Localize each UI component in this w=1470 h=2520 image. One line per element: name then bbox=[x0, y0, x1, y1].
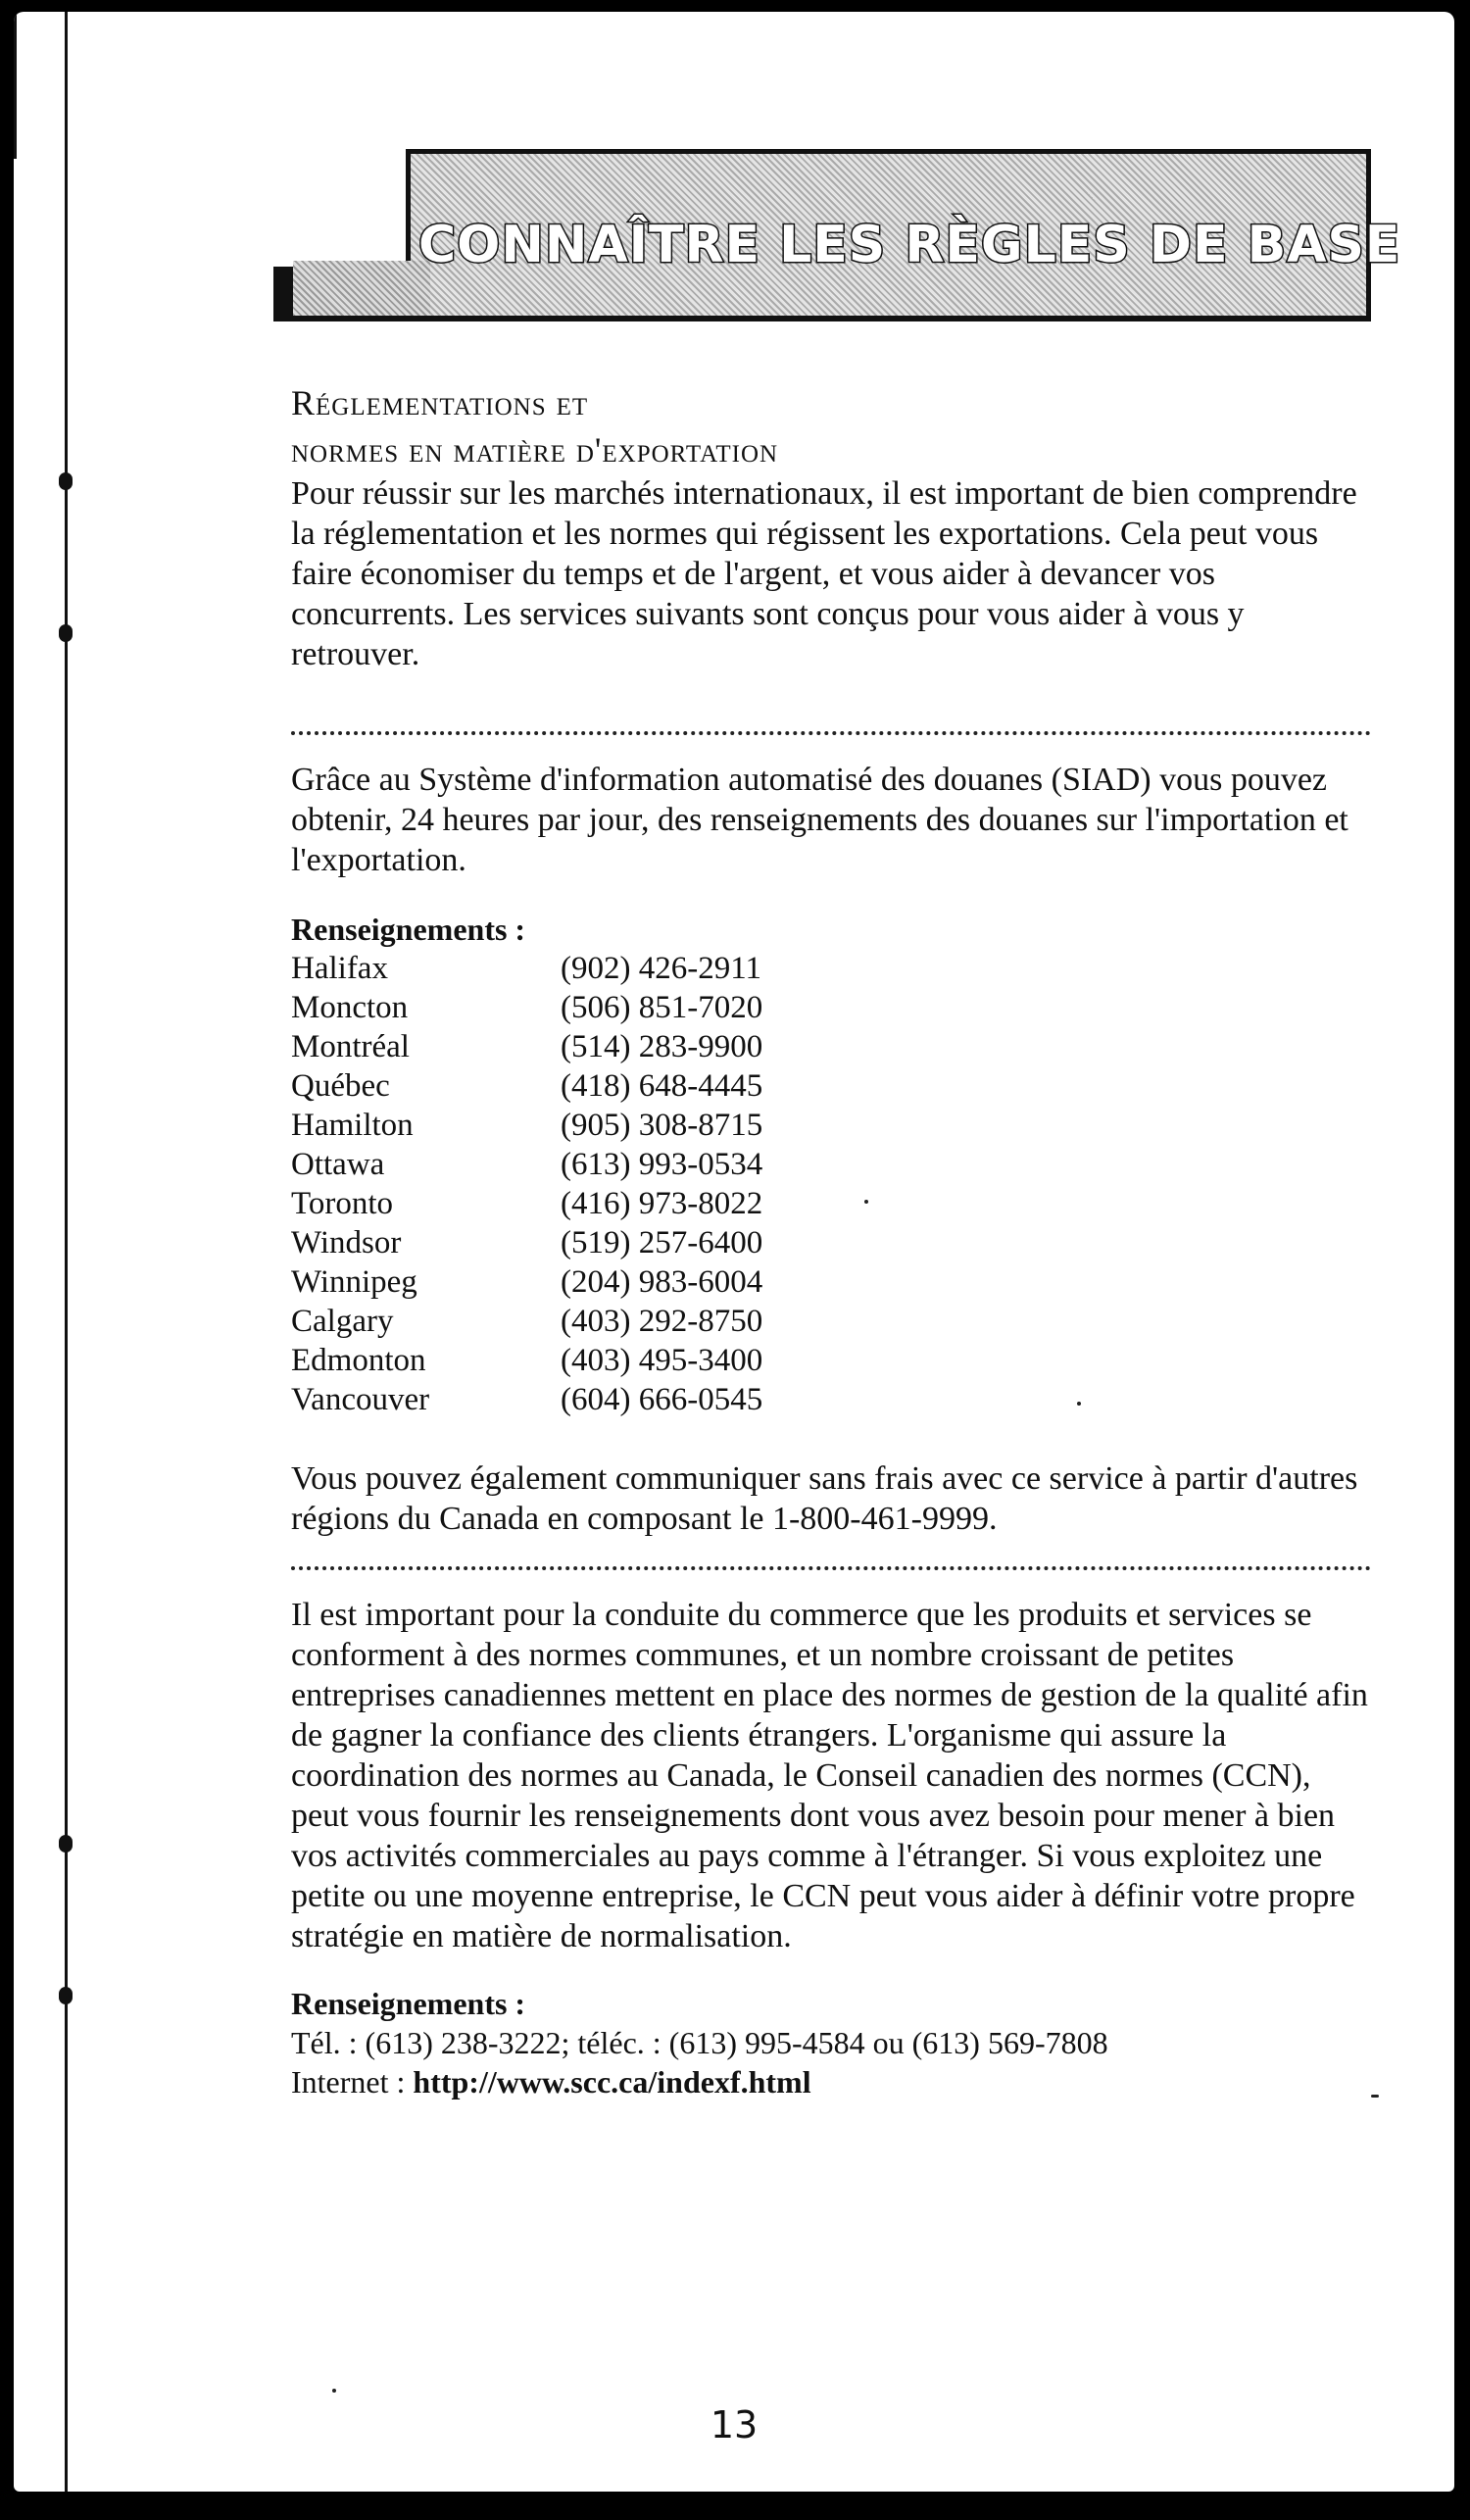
document-page bbox=[14, 12, 1454, 2492]
contact-phone: (905) 308-8715 bbox=[561, 1108, 763, 1143]
scan-speck bbox=[332, 2389, 336, 2393]
contact-city: Edmonton bbox=[291, 1343, 426, 1378]
contact-phone: (403) 292-8750 bbox=[561, 1304, 763, 1339]
contact-row bbox=[291, 1341, 762, 1380]
scan-speck bbox=[864, 1200, 868, 1204]
contact-city: Montréal bbox=[291, 1029, 410, 1064]
banner-title: CONNAÎTRE LES RÈGLES DE BASE bbox=[418, 216, 1401, 274]
heading-line-2: normes en matière d'exportation bbox=[291, 430, 779, 469]
contact-phone: (418) 648-4445 bbox=[561, 1068, 763, 1104]
heading-line-1: Réglementations et bbox=[291, 383, 589, 422]
internet-label: Internet : bbox=[291, 2064, 414, 2100]
contact-city: Ottawa bbox=[291, 1147, 385, 1182]
binding-mark bbox=[59, 1835, 73, 1853]
contact-phone: (519) 257-6400 bbox=[561, 1225, 763, 1260]
contact-row bbox=[291, 1066, 762, 1106]
contact-phone: (204) 983-6004 bbox=[561, 1264, 763, 1300]
binding-mark bbox=[59, 472, 73, 490]
contact-phone: (613) 993-0534 bbox=[561, 1147, 763, 1182]
binding-line bbox=[65, 12, 68, 2492]
ccn-phone-line: Tél. : (613) 238-3222; téléc. : (613) 995-4584 ou (613) 569-7808 bbox=[291, 2025, 1108, 2060]
contact-city: Québec bbox=[291, 1068, 390, 1104]
ccn-paragraph: Il est important pour la conduite du commerce que les produits et services se conforment à des normes communes, et un nombre croissant de petites entreprises canadiennes mettent en place des normes de gestion de la qualité afin de gagner la confiance des clients étrangers. L'organisme qui assure la coordination des normes au Canada, le Conseil canadien des normes (CCN), peut vous fournir les renseignements dont vous avez besoin pour mener à bien vos activités commerciales au pays comme à l'étranger. Si vous exploitez une petite ou une moyenne entreprise, le CCN peut vous aider à définir votre propre stratégie en matière de normalisation. bbox=[291, 1597, 1368, 1954]
scan-speck bbox=[1371, 2095, 1379, 2098]
binding-mark bbox=[59, 624, 73, 642]
contact-city: Vancouver bbox=[291, 1382, 430, 1417]
contact-row bbox=[291, 1262, 762, 1302]
intro-paragraph: Pour réussir sur les marchés internationaux, il est important de bien comprendre la réglementation et les normes qui régissent les exportations. Cela peut vous faire économiser du temps et de l'argent, et vous aider à devancer vos concurrents. Les services suivants sont conçus pour vous aider à vous y retrouver. bbox=[291, 475, 1357, 672]
ccn-website-link[interactable]: http://www.scc.ca/indexf.html bbox=[413, 2064, 811, 2100]
binding-mark bbox=[59, 1987, 73, 2004]
contact-city: Moncton bbox=[291, 990, 409, 1025]
contact-phone: (416) 973-8022 bbox=[561, 1186, 763, 1221]
contact-city: Toronto bbox=[291, 1186, 394, 1221]
contact-row bbox=[291, 1106, 762, 1145]
ccn-contacts-label: Renseignements : bbox=[291, 1986, 526, 2021]
contact-row bbox=[291, 988, 762, 1027]
siad-paragraph: Grâce au Système d'information automatisé des douanes (SIAD) vous pouvez obtenir, 24 heures par jour, des renseignements des douanes sur l'importation et l'exportation. bbox=[291, 762, 1348, 878]
section-banner bbox=[273, 139, 1401, 325]
ccn-internet-line bbox=[291, 2062, 1374, 2101]
margin-line bbox=[14, 12, 17, 159]
contact-city: Calgary bbox=[291, 1304, 394, 1339]
contact-phone: (902) 426-2911 bbox=[561, 951, 761, 986]
contact-phone: (514) 283-9900 bbox=[561, 1029, 763, 1064]
contact-row bbox=[291, 1184, 762, 1223]
siad-contacts-label: Renseignements : bbox=[291, 912, 526, 947]
contact-row bbox=[291, 1027, 762, 1066]
banner-texture bbox=[293, 261, 430, 316]
contact-city: Winnipeg bbox=[291, 1264, 417, 1300]
contact-row bbox=[291, 1302, 762, 1341]
contact-row bbox=[291, 949, 762, 988]
main-content bbox=[291, 379, 1374, 2101]
contact-city: Windsor bbox=[291, 1225, 402, 1260]
contact-city: Halifax bbox=[291, 951, 388, 986]
section-heading bbox=[291, 379, 1374, 473]
contact-phone: (506) 851-7020 bbox=[561, 990, 763, 1025]
scan-speck bbox=[1077, 1402, 1081, 1406]
contact-row bbox=[291, 1223, 762, 1262]
tollfree-paragraph: Vous pouvez également communiquer sans frais avec ce service à partir d'autres régions du Canada en composant le 1-800-461-9999. bbox=[291, 1460, 1358, 1537]
siad-contacts-table bbox=[291, 949, 762, 1419]
contact-city: Hamilton bbox=[291, 1108, 414, 1143]
contact-phone: (604) 666-0545 bbox=[561, 1382, 763, 1417]
contact-row bbox=[291, 1145, 762, 1184]
page-number: 13 bbox=[710, 2403, 759, 2446]
contact-phone: (403) 495-3400 bbox=[561, 1343, 763, 1378]
contact-row bbox=[291, 1380, 762, 1419]
